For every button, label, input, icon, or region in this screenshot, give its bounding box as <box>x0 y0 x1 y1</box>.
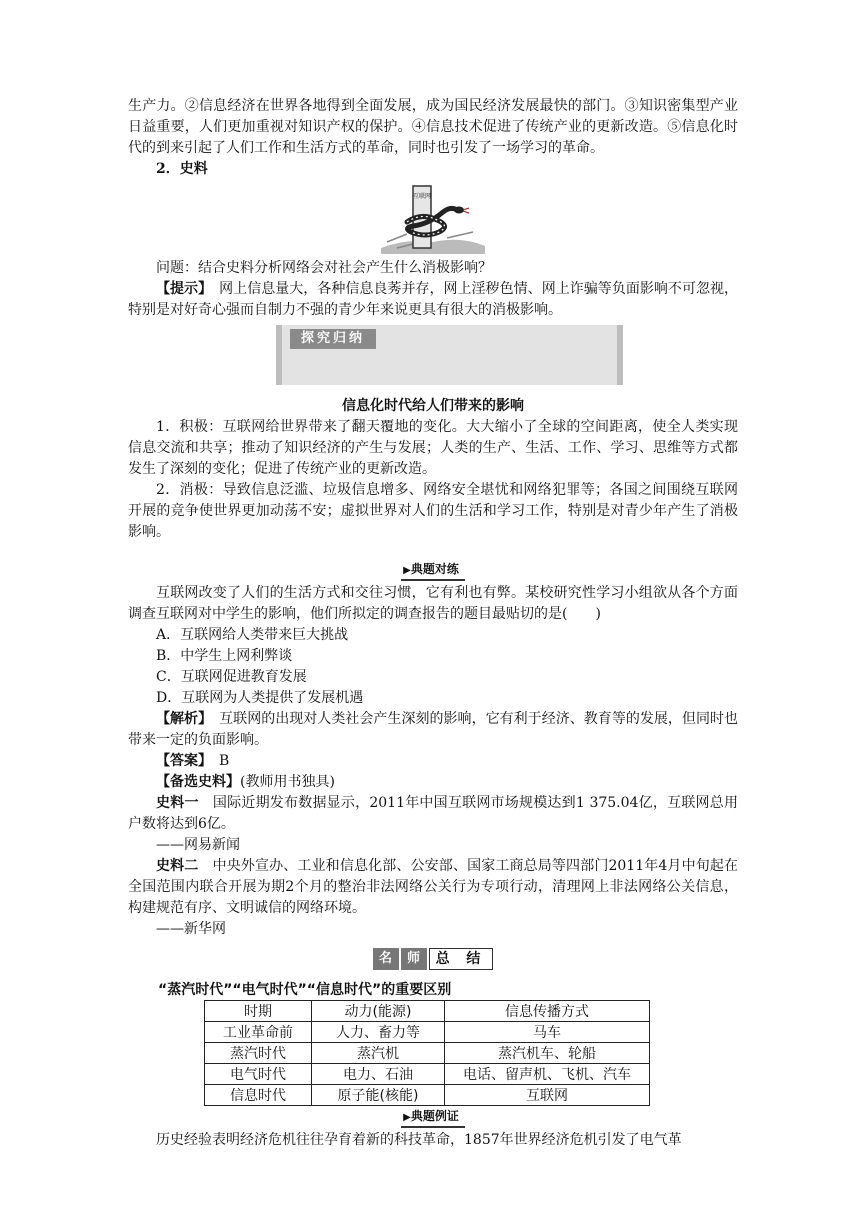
table-cell: 蒸汽时代 <box>205 1043 312 1064</box>
summary-badge-b: 师 <box>401 948 427 970</box>
answer-label: 【答案】 <box>156 753 205 769</box>
practice-question: 互联网改变了人们的生活方式和交往习惯，它有利也有弊。某校研究性学习小组欲从各个方面调查互联网对中学生的影响，他们所拟定的调查报告的题目最贴切的是( ) <box>128 585 738 622</box>
source-two-label: 史料二 <box>156 858 199 874</box>
source-one-from: ——网易新闻 <box>156 837 240 853</box>
summary-badge-a: 名 <box>373 948 399 970</box>
table-header-cell: 信息传播方式 <box>445 1001 650 1022</box>
table-row <box>205 1043 650 1064</box>
option-b: B．中学生上网利弊谈 <box>156 648 293 664</box>
table-cell: 电话、留声机、飞机、汽车 <box>445 1064 650 1085</box>
example-text: 历史经验表明经济危机往往孕育着新的科技革命，1857年世界经济危机引发了电气革 <box>156 1132 682 1148</box>
play-icon: ▶ <box>403 565 411 576</box>
table-header-cell: 时期 <box>205 1001 312 1022</box>
example-tag-row <box>128 1108 738 1128</box>
answer-paragraph <box>128 751 738 772</box>
analysis-text: 互联网的出现对人类社会产生深刻的影响，它有利于经济、教育等的发展，但同时也带来一定的负面影响。 <box>128 711 739 748</box>
hint-paragraph <box>128 279 738 321</box>
explore-positive: 1．积极：互联网给世界带来了翻天覆地的变化。大大缩小了全球的空间距离，使全人类实现信息交流和共享；推动了知识经济的产生与发展；人类的生产、生活、工作、学习、思维等方式都发生了深刻的变化；促进了传统产业的更新改造。 <box>128 419 738 477</box>
example-tag-label: 典题例证 <box>410 1109 459 1123</box>
figure-label: 互联网 <box>412 193 432 200</box>
table-cell: 人力、畜力等 <box>312 1022 445 1043</box>
practice-tag-label: 典题对练 <box>410 562 459 576</box>
hint-label: 【提示】 <box>156 281 206 297</box>
table-row <box>205 1064 650 1085</box>
summary-badge <box>373 948 494 970</box>
option-c: C．互联网促进教育发展 <box>156 669 307 685</box>
example-tag <box>401 1108 465 1128</box>
source-one-text: 国际近期发布数据显示，2011年中国互联网市场规模达到1 375.04亿，互联网总用户数将达到6亿。 <box>128 795 739 832</box>
intro-paragraph: 生产力。②信息经济在世界各地得到全面发展，成为国民经济发展最快的部门。③知识密集型产业日益重要，人们更加重视对知识产权的保护。④信息技术促进了传统产业的更新改造。⑤信息化时代的到来引起了人们工作和生活方式的革命，同时也引发了一场学习的革命。 <box>128 98 738 156</box>
summary-badge-c: 总 结 <box>429 948 494 970</box>
table-cell: 马车 <box>445 1022 650 1043</box>
source-two-text: 中央外宣办、工业和信息化部、公安部、国家工商总局等四部门2011年4月中旬起在全国范围内联合开展为期2个月的整治非法网络公关行为专项行动，清理网上非法网络公关信息，构建规范有序、文明诚信的网络环境。 <box>128 858 738 916</box>
table-cell: 电力、石油 <box>312 1064 445 1085</box>
table-cell: 电气时代 <box>205 1064 312 1085</box>
hint-text: 网上信息量大，各种信息良莠并存，网上淫秽色情、网上诈骗等负面影响不可忽视，特别是对好奇心强而自制力不强的青少年来说更具有很大的消极影响。 <box>128 281 739 318</box>
backup-note: (教师用书独具) <box>240 774 335 790</box>
source-two <box>128 856 738 919</box>
table-row <box>205 1022 650 1043</box>
table-cell: 原子能(核能) <box>312 1085 445 1106</box>
table-cell: 蒸汽机车、轮船 <box>445 1043 650 1064</box>
source-two-from: ——新华网 <box>156 921 226 937</box>
shiliao-question: 问题：结合史料分析网络会对社会产生什么消极影响？ <box>156 260 492 276</box>
table-row <box>205 1085 650 1106</box>
source-one <box>128 793 738 835</box>
summary-badge-row <box>128 948 738 974</box>
practice-tag <box>401 561 465 581</box>
analysis-label: 【解析】 <box>156 711 206 727</box>
explore-negative: 2．消极：导致信息泛滥、垃圾信息增多、网络安全堪忧和网络犯罪等；各国之间围绕互联网开展的竞争使世界更加动荡不安；虚拟世界对人们的生活和学习工作，特别是对青少年产生了消极影响。 <box>128 482 738 540</box>
analysis-paragraph <box>128 709 738 751</box>
explore-banner <box>276 325 623 385</box>
table-header-row <box>205 1001 650 1022</box>
option-a: A．互联网给人类带来巨大挑战 <box>156 627 349 643</box>
table-cell: 互联网 <box>445 1085 650 1106</box>
practice-tag-row <box>128 561 738 581</box>
era-comparison-table <box>204 1000 650 1106</box>
table-cell: 信息时代 <box>205 1085 312 1106</box>
table-header-cell: 动力(能源) <box>312 1001 445 1022</box>
option-d: D．互联网为人类提供了发展机遇 <box>156 690 364 706</box>
backup-label: 【备选史料】 <box>156 774 240 790</box>
summary-table-title: “蒸汽时代”“电气时代”“信息时代”的重要区别 <box>158 982 452 998</box>
document-page <box>128 96 738 1151</box>
table-cell: 蒸汽机 <box>312 1043 445 1064</box>
backup-paragraph <box>128 772 738 793</box>
shiliao-heading: 2．史料 <box>156 161 208 177</box>
answer-value: B <box>219 753 230 769</box>
explore-title: 信息化时代给人们带来的影响 <box>342 398 524 414</box>
source-one-label: 史料一 <box>156 795 199 811</box>
table-cell: 工业革命前 <box>205 1022 312 1043</box>
play-icon: ▶ <box>403 1112 411 1123</box>
snake-tree-illustration <box>377 182 489 254</box>
explore-banner-label: 探究归纳 <box>290 329 376 349</box>
